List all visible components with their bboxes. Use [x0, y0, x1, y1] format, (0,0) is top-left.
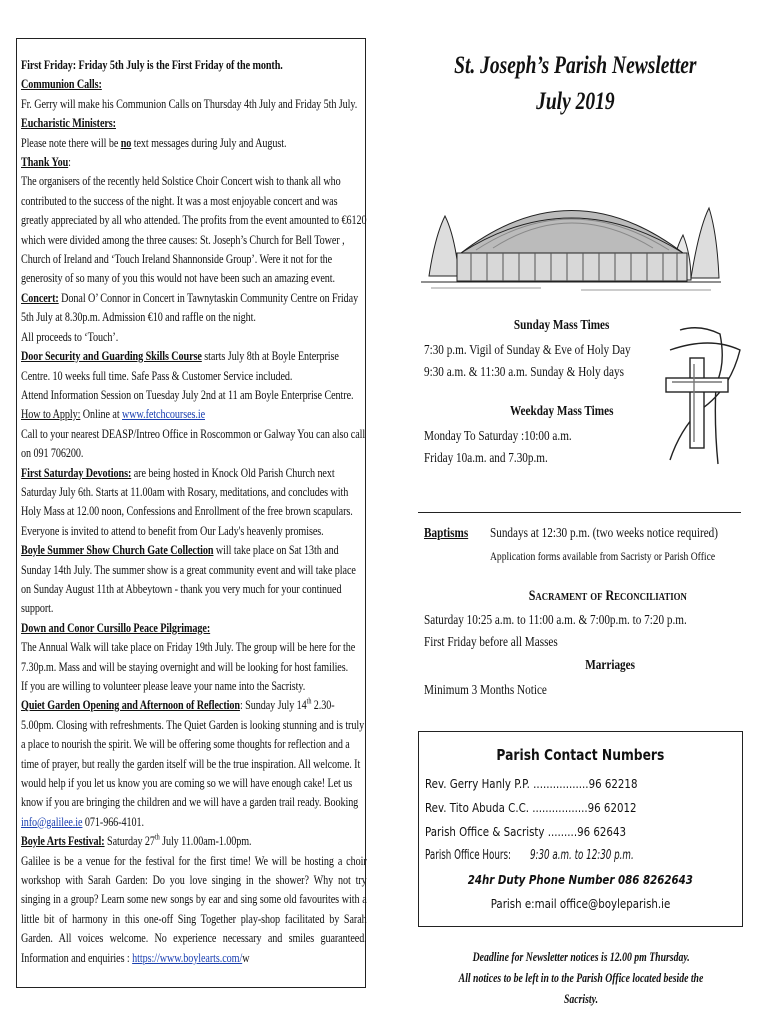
parish-email: Parish e:mail office@boyleparish.ie: [490, 896, 671, 911]
thank-you-heading: Thank You:: [21, 154, 71, 170]
cursillo-volunteer: If you are willing to volunteer please leave your name into the Sacristy.: [21, 678, 306, 693]
contact-row-pp: Rev. Gerry Hanly P.P. .................96 62218: [425, 776, 638, 791]
section-divider: [418, 512, 741, 513]
notices-column: [16, 38, 366, 988]
baptisms-forms: Application forms available from Sacristy or Parish Office: [490, 549, 716, 563]
cursillo-text: The Annual Walk will take place on Friday 19th July. The group will be here for the 7.30p.m. Mass and will be staying overnight and will be looking for host families.: [21, 639, 356, 674]
weekday-mass-heading: Weekday Mass Times: [510, 404, 614, 419]
communion-text: Fr. Gerry will make his Communion Calls on Thursday 4th July and Friday 5th July.: [21, 95, 358, 111]
newsletter-date: July 2019: [535, 88, 615, 115]
marriages-text: Minimum 3 Months Notice: [424, 683, 547, 698]
communion-heading: Communion Calls:: [21, 76, 102, 92]
thank-you-text: The organisers of the recently held Solstice Choir Concert wish to thank all who contributed to the success of the night. It was a most enjoyable concert and was greatly appreciated by all who attended. The profits from the event amounted to €6120 which were divided among the three causes: St. Joseph’s Church for Bell Tower , Church of Ireland and ‘Touch Ireland Shannonside Group’. Were it not for the generosity of so many of you this would not have been such an amazing event.: [21, 173, 367, 286]
fetchcourses-link[interactable]: www.fetchcourses.ie: [122, 406, 206, 422]
concert-notice: Concert: Donal O’ Connor in Concert in Tawnytaskin Community Centre on Friday 5th July at 8.30p.m. Admission €10 and raffle on the night.: [21, 289, 359, 325]
door-info-session: Attend Information Session on Tuesday July 2nd at 11 am Boyle Enterprise Centre. How to Apply: Online at www.fetchcourses.ie: [21, 386, 354, 422]
cross-icon: [650, 320, 746, 470]
reconciliation-heading: Sacrament of Reconciliation: [528, 588, 688, 604]
baptisms-label: Baptisms: [424, 526, 469, 541]
duty-phone: 24hr Duty Phone Number 086 8262643: [467, 872, 694, 887]
arts-festival-text: Galilee is be a venue for the festival for the first time! We will be hosting a choir workshop with Sarah Garden: Do you love singing in the shower? Why not try singing in a group? Learn some new songs by ear and sing some old favourites with a little bit of harmony in this one-off Sing Together play-shop facilitated by Sarah Garden. All voices welcome. No experience necessary and smiles guaranteed. Information and enquiries : https://www.boylearts.com/w: [21, 852, 367, 965]
contact-row-cc: Rev. Tito Abuda C.C. .................96 62012: [425, 800, 637, 815]
galilee-email-link[interactable]: info@galilee.ie: [21, 813, 83, 829]
weekday-mass-times: Monday To Saturday :10:00 a.m. Friday 10a.m. and 7.30p.m.: [424, 429, 572, 466]
concert-proceeds: All proceeds to ‘Touch’.: [21, 328, 119, 344]
sunday-mass-heading: Sunday Mass Times: [514, 318, 610, 333]
boyle-show-notice: Boyle Summer Show Church Gate Collection will take place on Sat 13th and Sunday 14th July. The summer show is a great community event and will take place on Sunday August 11th at Abbeytown - thank you very much for your continued support.: [21, 542, 356, 616]
arts-festival-heading: Boyle Arts Festival: Saturday 27th July 11.00am-1.00pm.: [21, 832, 252, 849]
newsletter-title: St. Joseph’s Parish Newsletter: [453, 52, 697, 79]
notices-text: [21, 55, 367, 967]
door-security-notice: Door Security and Guarding Skills Course starts July 8th at Boyle Enterprise Centre. 10 weeks full time. Safe Pass & Customer Service included.: [21, 348, 339, 383]
eucharistic-text: Please note there will be no text messages during July and August.: [21, 134, 287, 150]
boylearts-link[interactable]: https://www.boylearts.com/: [132, 949, 243, 965]
contact-row-office: Parish Office & Sacristy .........96 62643: [425, 824, 626, 839]
first-friday-notice: First Friday: Friday 5th July is the First Friday of the month.: [21, 57, 283, 72]
baptisms-times: Sundays at 12:30 p.m. (two weeks notice required): [490, 526, 718, 541]
door-call-info: Call to your nearest DEASP/Intreo Office in Roscommon or Galway You can also call on 091 706200.: [21, 425, 366, 461]
office-hours: Parish Office Hours:9:30 a.m. to 12:30 p.m.: [425, 848, 634, 863]
contact-heading: Parish Contact Numbers: [496, 746, 665, 764]
quiet-garden-notice: Quiet Garden Opening and Afternoon of Reflection: Sunday July 14th 2.30-5.00pm. Closing with refreshments. The Quiet Garden is looking stunning and is truly a place to nourish the spirit. We will be offering some thoughts for reflection and a time of prayer, but really the garden itself will be the true inspiration. All welcome. It would help if you let us know you are coming so we will have enough cake! Let us know if you are bringing the children and we will have a garden trail ready. Booking info@galilee.ie 071-966-4101.: [21, 697, 365, 829]
first-saturday-notice: First Saturday Devotions: are being hosted in Knock Old Parish Church next Saturday July 6th. Starts at 11.00am with Rosary, meditations, and concludes with Holy Mass at 12.00 noon, Confessions and Enrollment of the free brown scapulars. Everyone is invited to attend to benefit from Our Lady's heavenly promises.: [21, 464, 353, 538]
reconciliation-times: Saturday 10:25 a.m. to 11:00 a.m. & 7:00p.m. to 7:20 p.m. First Friday before all Masses: [424, 613, 687, 650]
eucharistic-heading: Eucharistic Ministers:: [21, 115, 116, 131]
contact-numbers-box: [418, 731, 743, 927]
marriages-heading: Marriages: [585, 658, 635, 673]
footer-notice: Deadline for Newsletter notices is 12.00 pm Thursday. All notices to be left in to the Parish Office located beside the Sacristy.: [458, 950, 704, 1006]
cursillo-heading: Down and Conor Cursillo Peace Pilgrimage:: [21, 619, 211, 635]
church-illustration: [421, 158, 721, 308]
baptisms-row: [424, 523, 479, 545]
sunday-mass-times: 7:30 p.m. Vigil of Sunday & Eve of Holy Day 9:30 a.m. & 11:30 a.m. Sunday & Holy days: [424, 343, 631, 380]
